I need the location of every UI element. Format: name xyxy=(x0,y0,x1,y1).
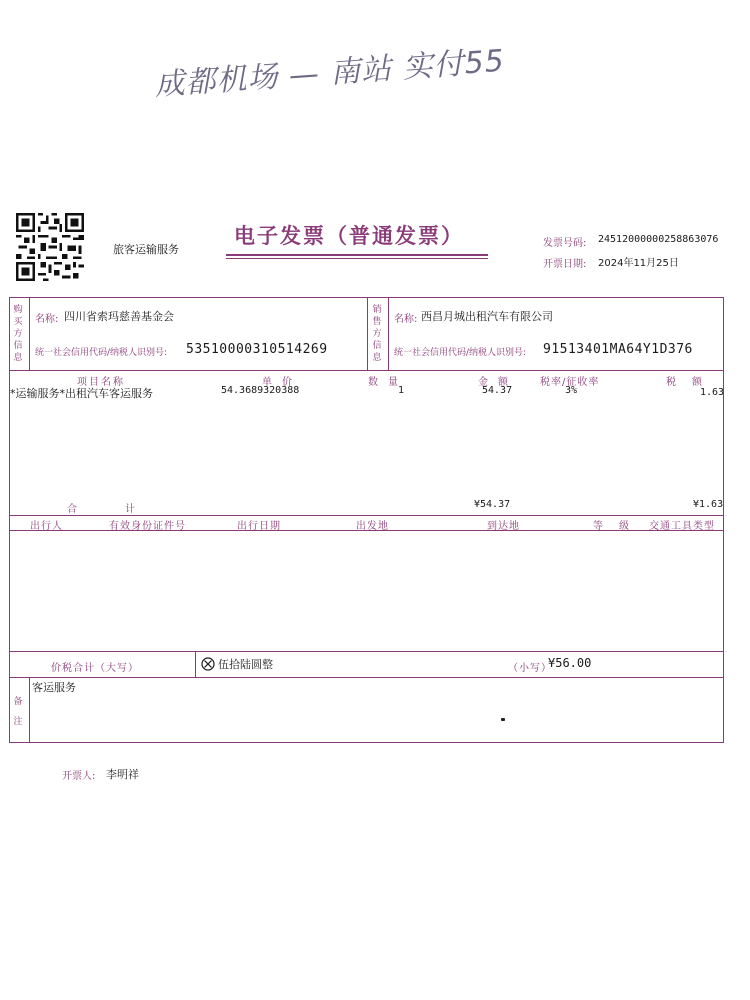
grand-total-label: 价税合计（大写） xyxy=(51,663,139,674)
item-unit-price: 54.3689320388 xyxy=(221,385,300,396)
buyer-name-label: 名称: xyxy=(35,314,59,325)
total-label: 合计 xyxy=(67,504,183,515)
seller-name-label: 名称: xyxy=(394,314,418,325)
buyer-tax-id-label: 统一社会信用代码/纳税人识别号: xyxy=(35,348,168,358)
col-vehicle-type: 交通工具类型 xyxy=(649,521,715,532)
rule-seller-label xyxy=(388,297,389,370)
buyer-name: 四川省索玛慈善基金会 xyxy=(64,310,174,323)
rule-travel-bottom xyxy=(9,651,724,652)
seller-tax-id: 91513401MA64Y1D376 xyxy=(543,342,693,357)
seller-tax-id-label: 统一社会信用代码/纳税人识别号: xyxy=(394,348,527,358)
col-item-name: 项目名称 xyxy=(77,377,125,388)
rule-total-bottom xyxy=(9,677,724,678)
col-arrival: 到达地 xyxy=(487,521,520,532)
grand-total-amount: ¥56.00 xyxy=(548,656,592,670)
invoice-no-label: 发票号码: xyxy=(543,238,587,249)
item-quantity: 1 xyxy=(398,385,405,396)
col-quantity: 数量 xyxy=(368,377,408,388)
total-amount: ¥54.37 xyxy=(474,499,511,510)
col-tax-rate: 税率/征收率 xyxy=(540,377,600,388)
service-type-label: 旅客运输服务 xyxy=(113,243,179,256)
rule-items-bottom xyxy=(9,515,724,516)
col-class: 等级 xyxy=(593,521,645,532)
buyer-side-label: 购买方信息 xyxy=(13,305,23,363)
ink-speck xyxy=(501,718,505,721)
col-tax: 税额 xyxy=(666,377,718,388)
title-underline xyxy=(226,254,488,256)
cross-circle-icon xyxy=(201,656,215,670)
rule-party-divider xyxy=(367,297,368,370)
grand-total-words: 伍拾陆圆整 xyxy=(218,658,273,671)
invoice-no-value: 24512000000258863076 xyxy=(598,234,719,245)
col-unit-price: 单价 xyxy=(262,377,302,388)
issuer-label: 开票人: xyxy=(62,771,96,782)
seller-name: 西昌月城出租汽车有限公司 xyxy=(421,310,553,323)
col-traveler: 出行人 xyxy=(30,521,63,532)
rule-buyer-label xyxy=(29,297,30,370)
col-id-number: 有效身份证件号 xyxy=(109,521,186,532)
rule-party-bottom xyxy=(9,370,724,371)
remarks-label: 备注 xyxy=(13,697,23,727)
item-name: *运输服务*出租汽车客运服务 xyxy=(10,387,153,400)
rule-remarks-label xyxy=(29,677,30,743)
issue-date-label: 开票日期: xyxy=(543,259,587,270)
issuer-name: 李明祥 xyxy=(106,768,139,781)
item-tax: 1.63 xyxy=(700,387,725,398)
col-travel-date: 出行日期 xyxy=(237,521,281,532)
total-tax: ¥1.63 xyxy=(693,499,724,510)
remarks-text: 客运服务 xyxy=(32,681,76,694)
item-tax-rate: 3% xyxy=(565,385,578,396)
invoice-title: 电子发票（普通发票） xyxy=(234,224,464,248)
seller-side-label: 销售方信息 xyxy=(372,305,382,363)
col-departure: 出发地 xyxy=(356,521,389,532)
handwritten-note: 成都机场 — 南站 实付55 xyxy=(153,43,506,103)
grand-total-small-label: （小写） xyxy=(508,663,552,674)
issue-date-value: 2024年11月25日 xyxy=(598,258,679,269)
col-amount: 金额 xyxy=(478,377,518,388)
buyer-tax-id: 53510000310514269 xyxy=(186,342,328,357)
rule-total-divider xyxy=(195,651,196,677)
item-amount: 54.37 xyxy=(482,385,513,396)
qr-code xyxy=(12,213,88,281)
title-underline-thin xyxy=(226,258,488,259)
